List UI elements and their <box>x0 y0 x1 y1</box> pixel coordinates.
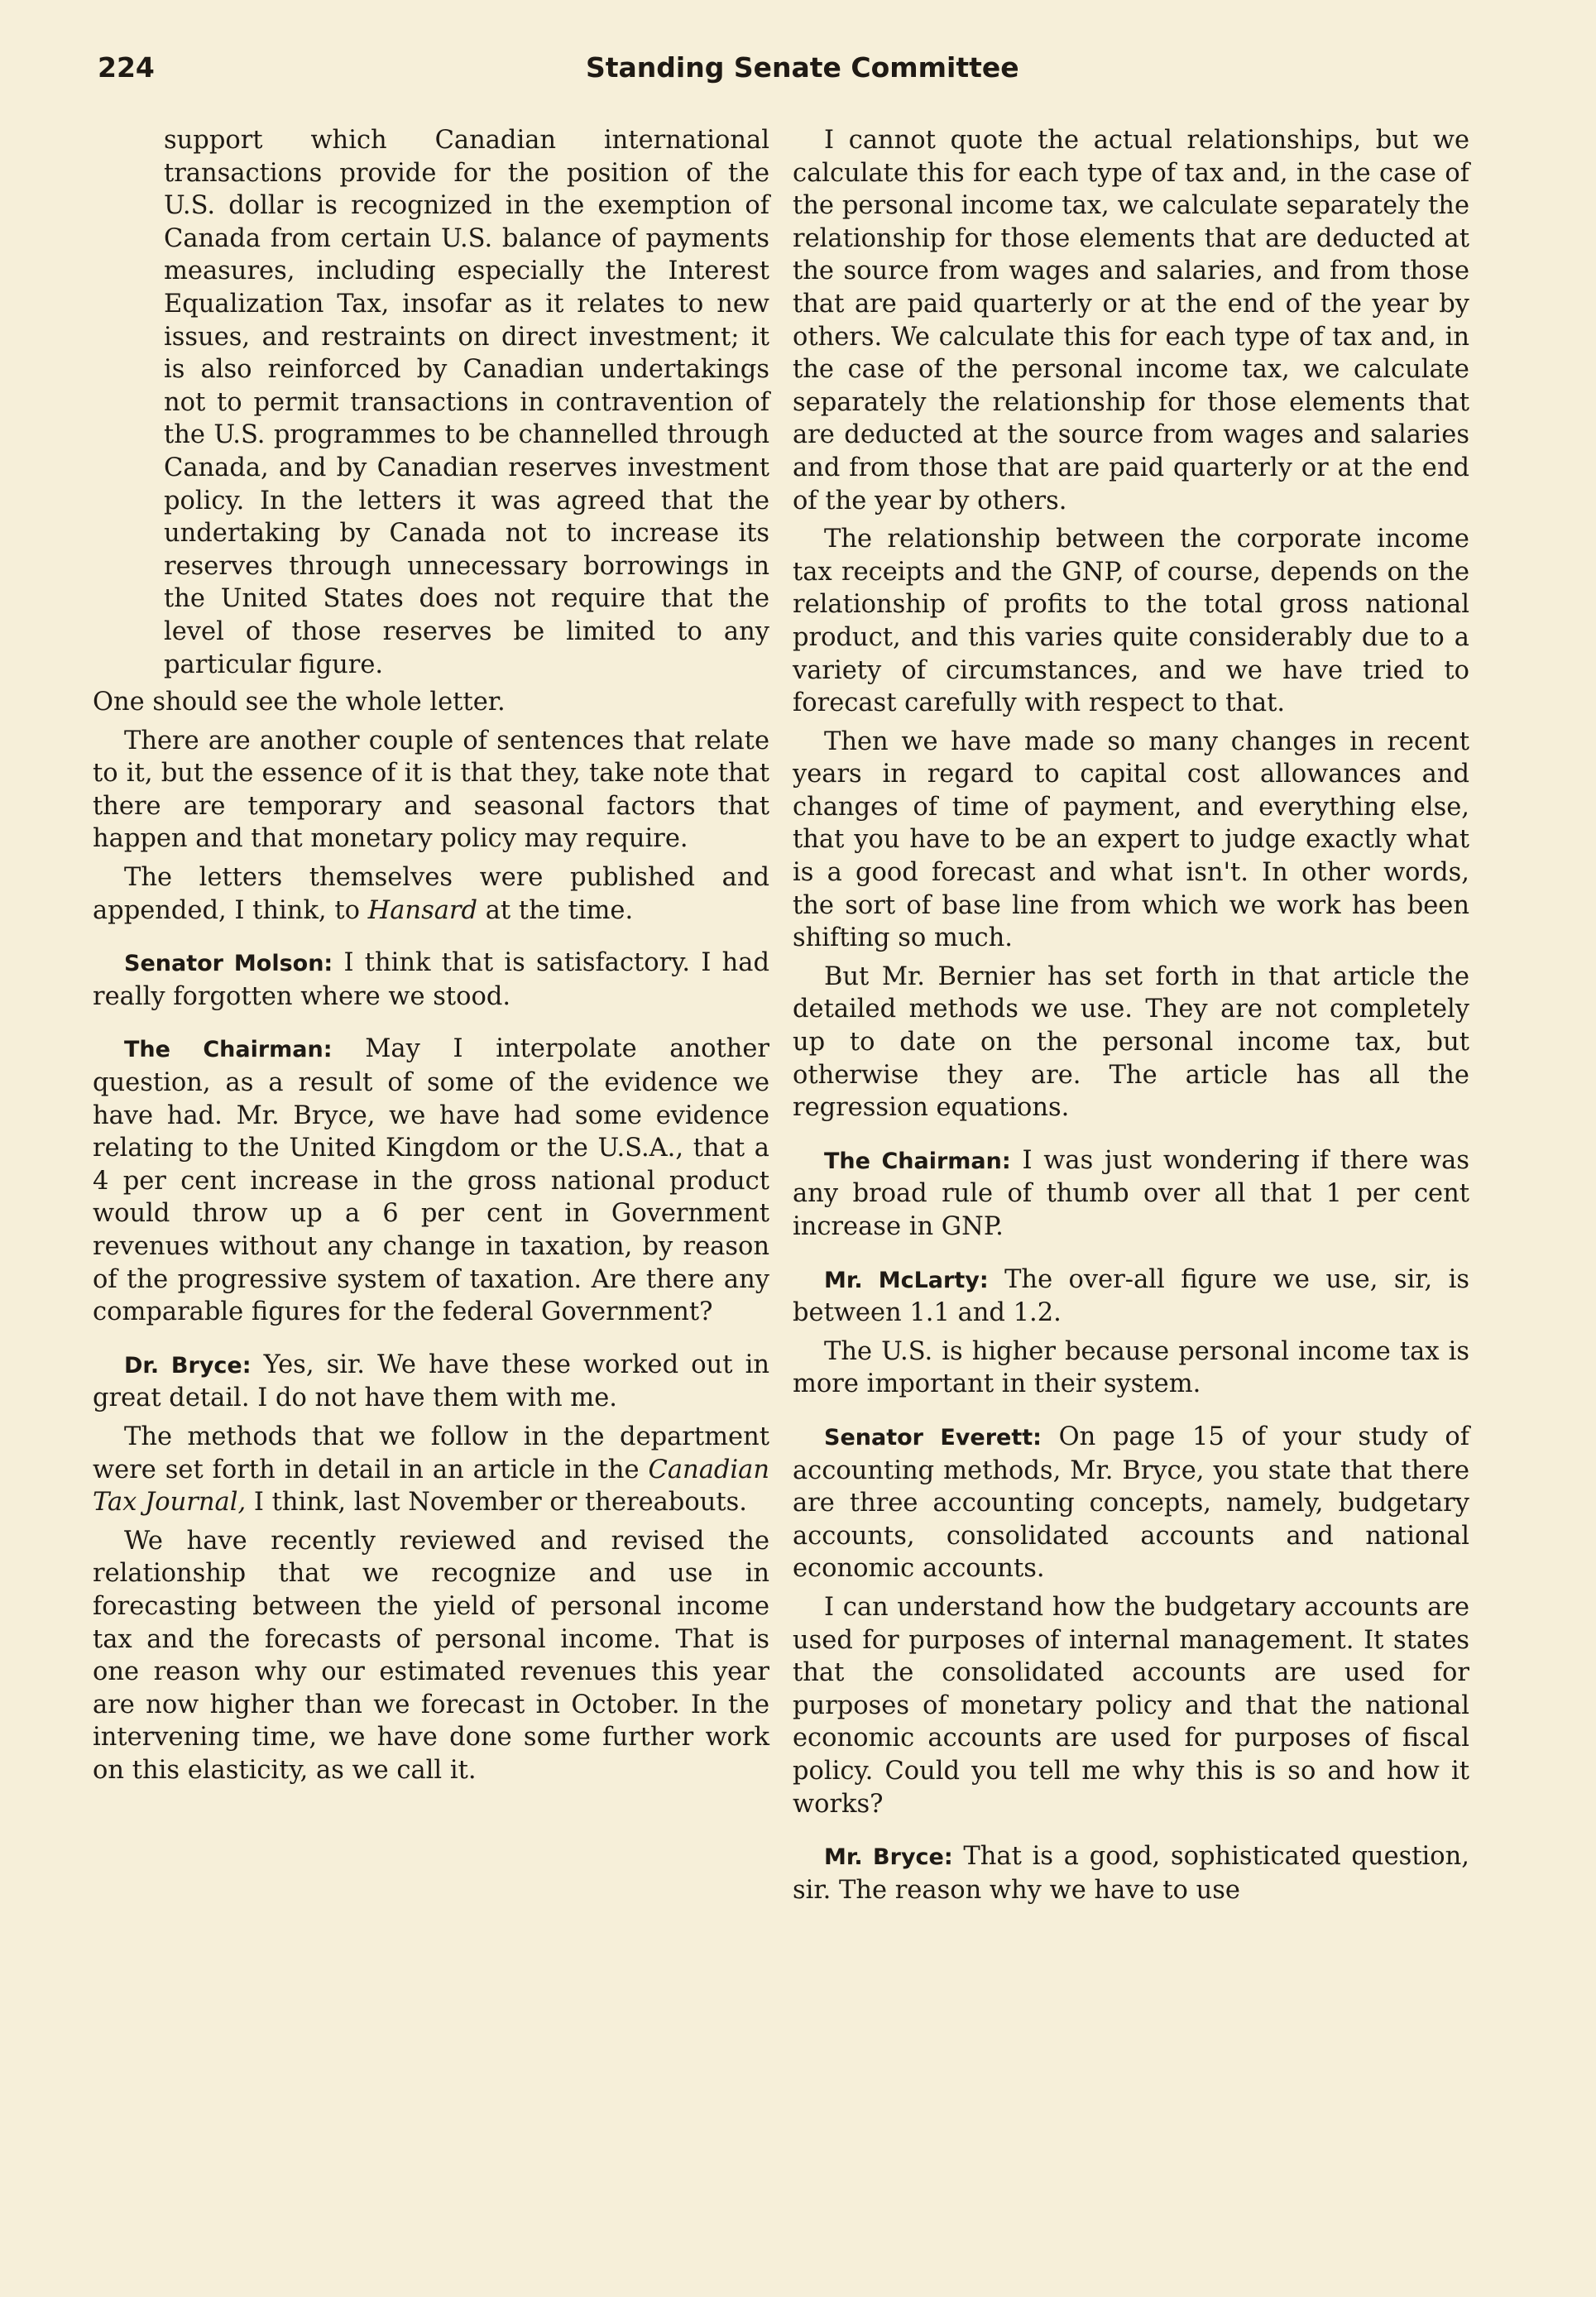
paragraph-text: The letters themselves were published and appended, I think, to <box>93 863 769 925</box>
speech-mr-mclarty <box>793 1264 1469 1330</box>
quote-text: support which Canadian international transactions provide for the position of the U.S. dollar is recognized in the exemption of Canada from certain U.S. balance of payments measures, including especially the Interest Equalization Tax, insofar as it relates to new issues, and restraints on direct investment; it is also reinforced by Canadian undertakings not to permit transactions in contravention of the U.S. programmes to be channelled through Canada, and by Canadian reserves investment policy. In the letters it was agreed that the undertaking by Canada not to increase its reserves through unnecessary borrowings in the United States does not require that the level of those reserves be limited to any particular figure. <box>164 126 769 679</box>
speech-text: I was just wondering if there was any broad rule of thumb over all that 1 per cent increase in GNP. <box>793 1145 1469 1241</box>
paragraph: I cannot quote the actual relationships, but we calculate this for each type of tax and, in the case of the personal income tax, we calculate separately the relationship for those elements that are deducted at the source from wages and salaries, and from those that are paid quarterly or at the end of the year by others. We calculate this for each type of tax and, in the case of the personal income tax, we calculate separately the relationship for those elements that are deducted at the source from wages and salaries and from those that are paid quarterly or at the end of the year by others. <box>793 126 1469 516</box>
speaker-name: Dr. Bryce: <box>124 1352 252 1379</box>
paragraph: But Mr. Bernier has set forth in that article the detailed methods we use. They are not completely up to date on the personal income tax, but otherwise they are. The article has all the regression equations. <box>793 961 1469 1123</box>
speech-text: Yes, sir. We have these worked out in great detail. I do not have them with me. <box>93 1350 769 1413</box>
right-column <box>793 124 1469 1912</box>
speaker-name: Senator Molson: <box>124 951 333 977</box>
speech-text: On page 15 of your study of accounting methods, Mr. Bryce, you state that there are three accounting concepts, namely, budgetary accounts, consolidated accounts and national economic accounts. <box>793 1422 1469 1584</box>
speech-chairman <box>93 1033 769 1328</box>
paragraph: The relationship between the corporate income tax receipts and the GNP, of course, depends on the relationship of profits to the total gross national product, and this varies quite considerably due to a variety of circumstances, and we have tried to forecast carefully with respect to that. <box>793 525 1469 718</box>
speech-chairman <box>793 1144 1469 1244</box>
speech-text: I think that is satisfactory. I had really forgotten where we stood. <box>93 948 770 1011</box>
paragraph: The U.S. is higher because personal income tax is more important in their system. <box>793 1336 1469 1399</box>
paragraph-text: at the time. <box>477 895 634 925</box>
quoted-letter-excerpt <box>93 124 769 681</box>
paragraph <box>93 1421 769 1519</box>
speech-senator-everett <box>793 1421 1469 1585</box>
speech-text: May I interpolate another question, as a result of some of the evidence we have had. Mr. Bryce, we have had some evidence relating to the United Kingdom or the U.S.A., that a 4 per cent increase in the gross national product would throw up a 6 per cent in Government revenues without any change in taxation, by reason of the progressive system of taxation. Are there any comparable figures for the federal Government? <box>93 1034 770 1327</box>
italic-term: Hansard <box>367 895 478 925</box>
paragraph-text: The methods that we follow in the department were set forth in detail in an article in the <box>93 1422 769 1484</box>
page-number: 224 <box>98 51 155 84</box>
running-title: Standing Senate Committee <box>586 51 1019 84</box>
paragraph: There are another couple of sentences that relate to it, but the essence of it is that they, take note that there are temporary and seasonal factors that happen and that monetary policy may require. <box>93 726 769 854</box>
left-column <box>93 124 769 1793</box>
speaker-name: Mr. Bryce: <box>824 1844 953 1871</box>
speech-senator-molson <box>93 947 769 1013</box>
speech-text: That is a good, sophisticated question, sir. The reason why we have to use <box>793 1842 1469 1905</box>
paragraph: I can understand how the budgetary accounts are used for purposes of internal management. It states that the consolidated accounts are used for purposes of monetary policy and that the national economic accounts are used for purposes of fiscal policy. Could you tell me why this is so and how it works? <box>793 1592 1469 1819</box>
paragraph: We have recently reviewed and revised the relationship that we recognize and use in forecasting between the yield of personal income tax and the forecasts of personal income. That is one reason why our estimated revenues this year are now higher than we forecast in October. In the intervening time, we have done some further work on this elasticity, as we call it. <box>93 1526 769 1785</box>
paragraph: Then we have made so many changes in recent years in regard to capital cost allowances and changes of time of payment, and everything else, that you have to be an expert to judge exactly what is a good forecast and what isn't. In other words, the sort of base line from which we work has been shifting so much. <box>793 727 1469 953</box>
speaker-name: The Chairman: <box>824 1148 1011 1174</box>
page-header <box>98 51 1471 93</box>
italic-term: Canadian Tax Journal, <box>93 1455 769 1518</box>
speaker-name: Senator Everett: <box>824 1424 1042 1451</box>
paragraph-text: I think, last November or thereabouts. <box>246 1488 747 1518</box>
speech-text: The over-all figure we use, sir, is between 1.1 and 1.2. <box>793 1264 1469 1328</box>
speech-dr-bryce <box>93 1349 769 1415</box>
speaker-name: Mr. McLarty: <box>824 1267 989 1293</box>
speaker-name: The Chairman: <box>124 1037 333 1063</box>
paragraph <box>93 861 769 927</box>
paragraph: One should see the whole letter. <box>93 688 506 717</box>
speech-mr-bryce <box>793 1840 1469 1906</box>
